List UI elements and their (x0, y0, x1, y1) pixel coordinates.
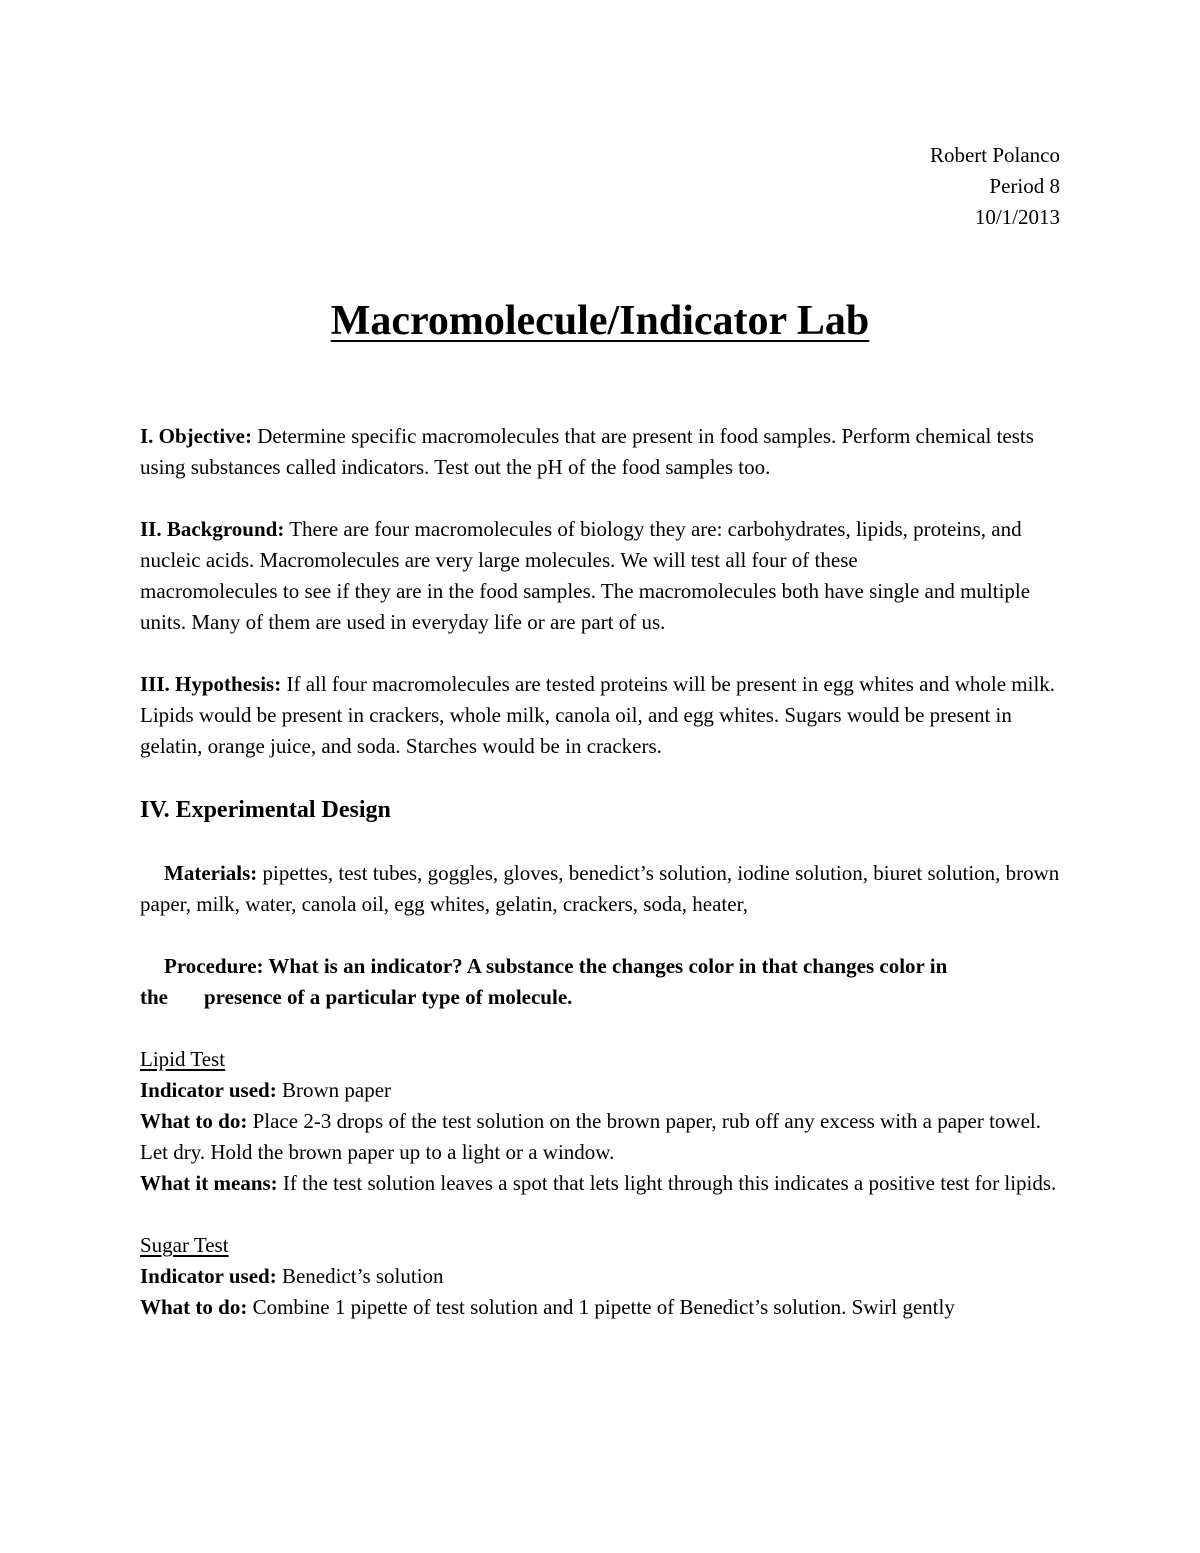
objective-section (140, 421, 1065, 483)
sugar-test-section (140, 1230, 1065, 1323)
background-text-2: macromolecules to see if they are in the food samples. The macromolecules both have single and multiple units. Many of them are used in everyday life or are part of us. (140, 579, 1031, 634)
lipid-means-text: If the test solution leaves a spot that lets light through this indicates a positive test for lipids. (282, 1171, 1057, 1195)
report-date: 10/1/2013 (974, 205, 1060, 229)
sugar-todo-label: What to do: (140, 1295, 248, 1319)
lipid-test-section (140, 1044, 1065, 1199)
lipid-todo-text: Place 2-3 drops of the test solution on the brown paper, rub off any excess with a paper towel. Let dry. Hold the brown paper up to a light or a window. (140, 1109, 1041, 1164)
experimental-design-heading: IV. Experimental Design (140, 797, 391, 823)
materials-label: Materials: (164, 861, 258, 885)
sugar-indicator-value: Benedict’s solution (281, 1264, 444, 1288)
procedure-line-2a: the (140, 985, 168, 1009)
procedure-line-1: Procedure: What is an indicator? A substance the changes color in that changes color in (164, 954, 948, 978)
background-text-1: There are four macromolecules of biology they are: carbohydrates, lipids, proteins, and nucleic acids. Macromolecules are very large molecules. We will test all four of these (140, 517, 1022, 572)
sugar-todo-text: Combine 1 pipette of test solution and 1 pipette of Benedict’s solution. Swirl gently (252, 1295, 955, 1319)
document-title: Macromolecule/Indicator Lab (330, 298, 870, 344)
objective-label: I. Objective: (140, 424, 252, 448)
author-name: Robert Polanco (929, 143, 1060, 167)
hypothesis-label: III. Hypothesis: (140, 672, 282, 696)
materials-text: pipettes, test tubes, goggles, gloves, benedict’s solution, iodine solution, biuret solution, brown paper, milk, water, canola oil, egg whites, gelatin, crackers, soda, heater, (140, 861, 1060, 916)
lipid-test-title: Lipid Test (140, 1047, 226, 1071)
lipid-means-label: What it means: (140, 1171, 278, 1195)
procedure-line-2b: presence of a particular type of molecule. (204, 985, 573, 1009)
objective-text: Determine specific macromolecules that are present in food samples. Perform chemical tests using substances called indicators. Test out the pH of the food samples too. (140, 424, 1034, 479)
sugar-test-title: Sugar Test (140, 1233, 229, 1257)
hypothesis-text: If all four macromolecules are tested proteins will be present in egg whites and whole milk. Lipids would be present in crackers, whole milk, canola oil, and egg whites. Sugars would be present in gelatin, orange juice, and soda. Starches would be in crackers. (140, 672, 1056, 758)
materials-section (140, 858, 1065, 920)
hypothesis-section (140, 669, 1065, 762)
lipid-indicator-value: Brown paper (281, 1078, 392, 1102)
background-section (140, 514, 1065, 638)
lipid-todo-label: What to do: (140, 1109, 248, 1133)
background-label: II. Background: (140, 517, 285, 541)
class-period: Period 8 (989, 174, 1060, 198)
document-body (140, 421, 1065, 1323)
sugar-indicator-label: Indicator used: (140, 1264, 277, 1288)
lipid-indicator-label: Indicator used: (140, 1078, 277, 1102)
procedure-section (140, 951, 1065, 1013)
author-header (930, 140, 1060, 233)
